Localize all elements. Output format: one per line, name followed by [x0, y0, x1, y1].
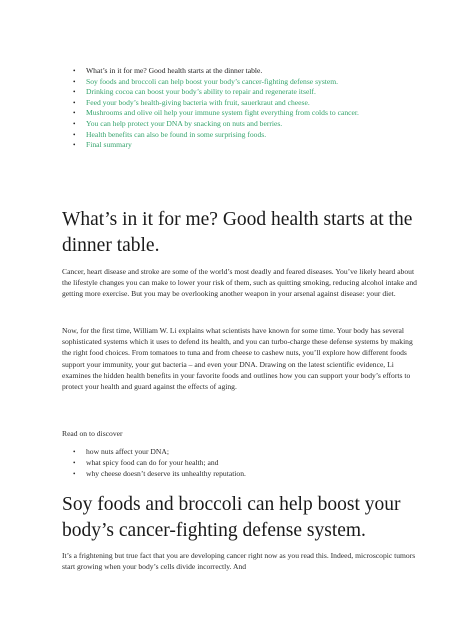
paragraph: Now, for the first time, William W. Li explains what scientists have known for some time. Your body has several sophisticated systems which it uses to defend its health, and you can turbo-charge these defense systems by making the right food choices. From tomatoes to tuna and from cheese to cashew nuts, you’ll explore how different foods support your immunity, your gut bacteria – and even your DNA. Drawing on the latest scientific evidence, Li examines the hidden health benefits in your favorite foods and outlines how you can support your body’s efforts to protect your health and guard against the effects of aging. [62, 326, 413, 392]
toc-item[interactable] [72, 98, 412, 109]
toc-item-label: What’s in it for me? Good health starts at the dinner table. [86, 66, 263, 75]
list-item-label: why cheese doesn’t deserve its unhealthy reputation. [86, 468, 246, 478]
bullet-icon: • [73, 77, 76, 86]
bullet-icon: • [73, 458, 76, 467]
bullet-icon: • [73, 141, 76, 150]
toc-item[interactable] [72, 108, 412, 119]
toc-item[interactable] [72, 87, 412, 98]
section-heading: Soy foods and broccoli can help boost your body’s cancer-fighting defense system. [62, 494, 401, 541]
toc-item[interactable] [72, 77, 412, 88]
list-item [72, 469, 412, 480]
table-of-contents [72, 66, 412, 151]
bullet-icon: • [73, 119, 76, 128]
paragraph: Read on to discover [62, 429, 123, 438]
bullet-icon: • [73, 469, 76, 478]
toc-item-label: Soy foods and broccoli can help boost your body’s cancer-fighting defense system. [86, 76, 339, 86]
bullet-icon: • [73, 448, 76, 456]
toc-item-label: Feed your body’s health-giving bacteria with fruit, sauerkraut and cheese. [86, 97, 310, 107]
toc-item[interactable] [72, 66, 412, 77]
toc-item-label: Health benefits can also be found in some surprising foods. [86, 129, 267, 139]
paragraph: It’s a frightening but true fact that you are developing cancer right now as you read this. Indeed, microscopic tumors start growing when your body’s cells divide incorrectly. And [62, 551, 416, 572]
bullet-icon: • [73, 67, 76, 75]
toc-item[interactable] [72, 119, 412, 130]
toc-item-label: Mushrooms and olive oil help your immune system fight everything from colds to cancer. [86, 108, 359, 118]
bullet-icon: • [73, 109, 76, 118]
section-heading: What’s in it for me? Good health starts at the dinner table. [62, 209, 413, 256]
toc-item[interactable] [72, 130, 412, 141]
toc-item-label: You can help protect your DNA by snacking on nuts and berries. [86, 118, 283, 128]
bullet-icon: • [73, 88, 76, 97]
toc-item-label: Drinking cocoa can boost your body’s ability to repair and regenerate itself. [86, 87, 316, 97]
toc-item-label: Final summary [86, 140, 132, 150]
bullet-icon: • [73, 130, 76, 139]
discover-list [72, 447, 412, 479]
list-item [72, 458, 412, 469]
paragraph: Cancer, heart disease and stroke are some of the world’s most deadly and feared diseases. You’ve likely heard about the lifestyle changes you can make to lower your risk of them, such as quitting smoking, reducing alcohol intake and getting more exercise. But you may be overlooking another weapon in your arsenal against disease: your diet. [62, 267, 417, 299]
list-item-label: how nuts affect your DNA; [86, 447, 169, 456]
list-item-label: what spicy food can do for your health; and [86, 457, 219, 467]
toc-item[interactable] [72, 140, 412, 151]
list-item [72, 447, 412, 458]
bullet-icon: • [73, 98, 76, 107]
